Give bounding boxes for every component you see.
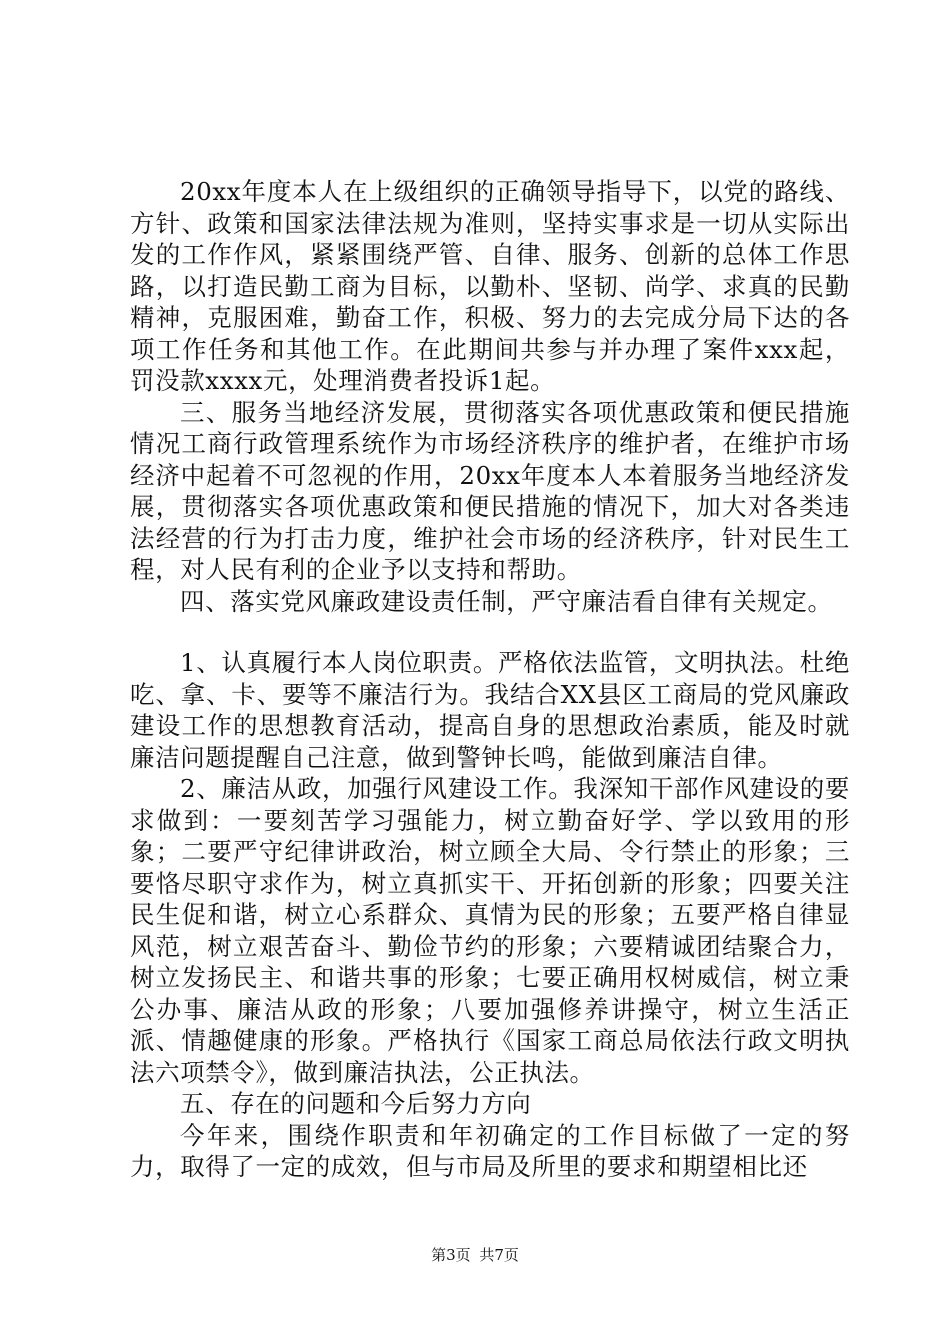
paragraph-spacer	[130, 617, 850, 647]
page-total: 共7页	[479, 1246, 519, 1264]
page-footer	[0, 1244, 950, 1265]
paragraph-section-three: 三、服务当地经济发展，贯彻落实各项优惠政策和便民措施情况工商行政管理系统作为市场经济秩序的维护者，在维护市场经济中起着不可忽视的作用，20xx年度本人本着服务当地经济发展，贯彻落实各项优惠政策和便民措施的情况下，加大对各类违法经营的行为打击力度，维护社会市场的经济秩序，针对民生工程，对人民有利的企业予以支持和帮助。	[130, 397, 850, 584]
paragraph-summary: 20xx年度本人在上级组织的正确领导指导下，以党的路线、方针、政策和国家法律法规为准则，坚持实事求是一切从实际出发的工作作风，紧紧围绕严管、自律、服务、创新的总体工作思路，以打造民勤工商为目标，以勤朴、坚韧、尚学、求真的民勤精神，克服困难，勤奋工作，积极、努力的去完成分局下达的各项工作任务和其他工作。在此期间共参与并办理了案件xxx起，罚没款xxxx元，处理消费者投诉1起。	[130, 177, 850, 395]
paragraph-section-four-heading: 四、落实党风廉政建设责任制，严守廉洁看自律有关规定。	[180, 586, 833, 616]
paragraph-closing: 今年来，围绕作职责和年初确定的工作目标做了一定的努力，取得了一定的成效，但与市局及所里的要求和期望相比还	[130, 1120, 850, 1181]
document-body	[130, 176, 850, 1183]
paragraph-item-one: 1、认真履行本人岗位职责。严格依法监管，文明执法。杜绝吃、拿、卡、要等不廉洁行为。我结合XX县区工商局的党风廉政建设工作的思想教育活动，提高自身的思想政治素质，能及时就廉洁问题提醒自己注意，做到警钟长鸣，能做到廉洁自律。	[130, 648, 850, 772]
paragraph-item-two: 2、廉洁从政，加强行风建设工作。我深知干部作风建设的要求做到：一要刻苦学习强能力，树立勤奋好学、学以致用的形象；二要严守纪律讲政治，树立顾全大局、令行禁止的形象；三要恪尽职守求作为，树立真抓实干、开拓创新的形象；四要关注民生促和谐，树立心系群众、真情为民的形象；五要严格自律显风范，树立艰苦奋斗、勤俭节约的形象；六要精诚团结聚合力，树立发扬民主、和谐共事的形象；七要正确用权树威信，树立秉公办事、廉洁从政的形象；八要加强修养讲操守，树立生活正派、情趣健康的形象。严格执行《国家工商总局依法行政文明执法六项禁令》，做到廉洁执法，公正执法。	[130, 774, 850, 1087]
paragraph-section-five-heading: 五、存在的问题和今后努力方向	[180, 1089, 532, 1118]
page-number: 第3页	[431, 1246, 471, 1264]
